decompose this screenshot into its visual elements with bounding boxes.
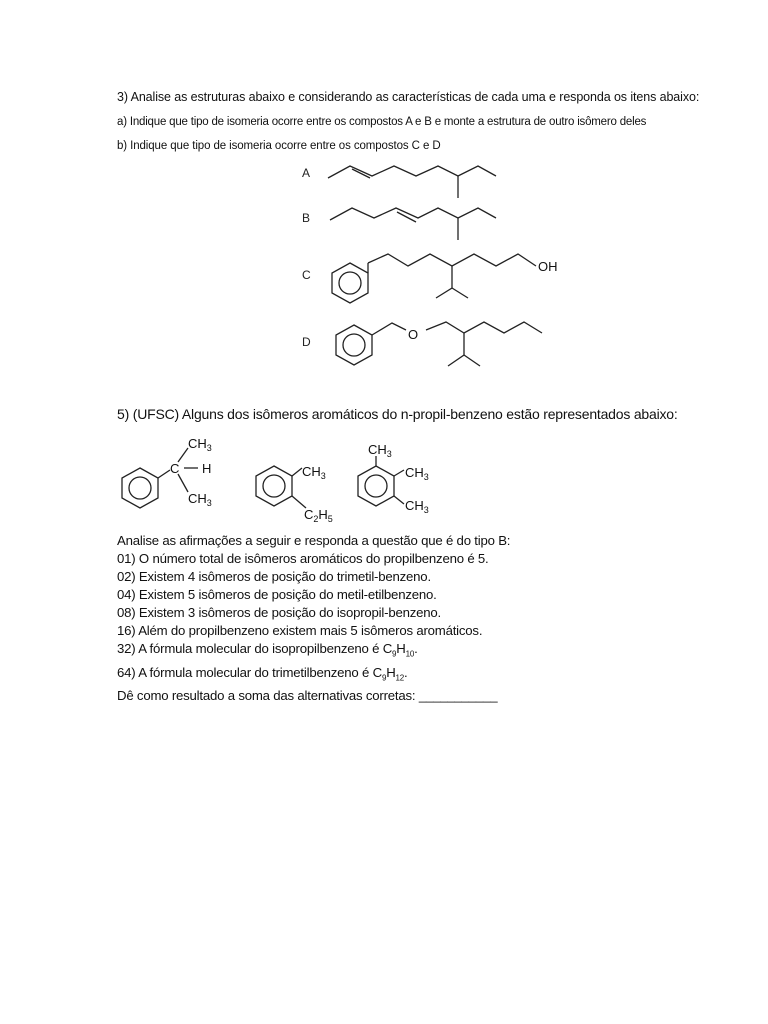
statements-intro: Analise as afirmações a seguir e responda a questão que é do tipo B: <box>117 533 511 548</box>
trimethylbenzene-structure <box>358 456 404 506</box>
s1-ch3-bottom: $CH_3$ <box>188 491 212 508</box>
result-line: Dê como resultado a soma das alternativas corretas: ___________ <box>117 688 498 704</box>
s3-ch3-top: $CH_3$ <box>368 442 392 459</box>
s1-h: H <box>202 461 212 476</box>
label-a: A <box>302 166 311 180</box>
question-5-title: 5) (UFSC) Alguns dos isômeros aromáticos do n-propil-benzeno estão representados abaixo: <box>117 406 678 422</box>
structure-c <box>332 254 536 303</box>
s3-ch3-middle: $CH_3$ <box>405 465 429 482</box>
structure-a <box>328 166 496 198</box>
isomer-structures <box>0 430 768 530</box>
s2-c2h5: $C_2H_5$ <box>304 507 333 524</box>
ethyl-methylbenzene-structure <box>256 466 306 508</box>
label-o: O <box>408 327 419 342</box>
s1-ch3-top: $CH_3$ <box>188 436 212 453</box>
question-3-item-b: b) Indique que tipo de isomeria ocorre entre os compostos C e D <box>117 140 441 152</box>
question-5-statements <box>117 532 510 705</box>
statement-01: 01) O número total de isômeros aromáticos do propilbenzeno é 5. <box>117 551 489 566</box>
question-3-title: 3) Analise as estruturas abaixo e considerando as características de cada uma e responda os itens abaixo: <box>117 90 700 104</box>
statement-02: 02) Existem 4 isômeros de posição do trimetil-benzeno. <box>117 569 431 584</box>
statement-32: 32) A fórmula molecular do isopropilbenzeno é $C_9H_{10}$. <box>117 641 418 659</box>
label-d: D <box>302 335 311 349</box>
s2-ch3: $CH_3$ <box>302 464 326 481</box>
label-oh: OH <box>538 259 558 274</box>
structures-a-to-d <box>0 0 768 400</box>
structure-b <box>330 208 496 240</box>
label-c: C <box>302 268 311 282</box>
isopropylbenzene-structure <box>122 448 198 508</box>
s1-c: C <box>170 461 180 476</box>
statement-64: 64) A fórmula molecular do trimetilbenzeno é $C_9H_{12}$. <box>117 664 408 683</box>
question-3-item-a: a) Indique que tipo de isomeria ocorre entre os compostos A e B e monte a estrutura de outro isômero deles <box>117 116 647 128</box>
structure-d <box>336 322 542 366</box>
statement-16: 16) Além do propilbenzeno existem mais 5 isômeros aromáticos. <box>117 623 483 638</box>
statement-04: 04) Existem 5 isômeros de posição do metil-etilbenzeno. <box>117 587 437 602</box>
statement-08: 08) Existem 3 isômeros de posição do isopropil-benzeno. <box>117 605 441 620</box>
s3-ch3-bottom: $CH_3$ <box>405 498 429 515</box>
label-b: B <box>302 211 311 225</box>
